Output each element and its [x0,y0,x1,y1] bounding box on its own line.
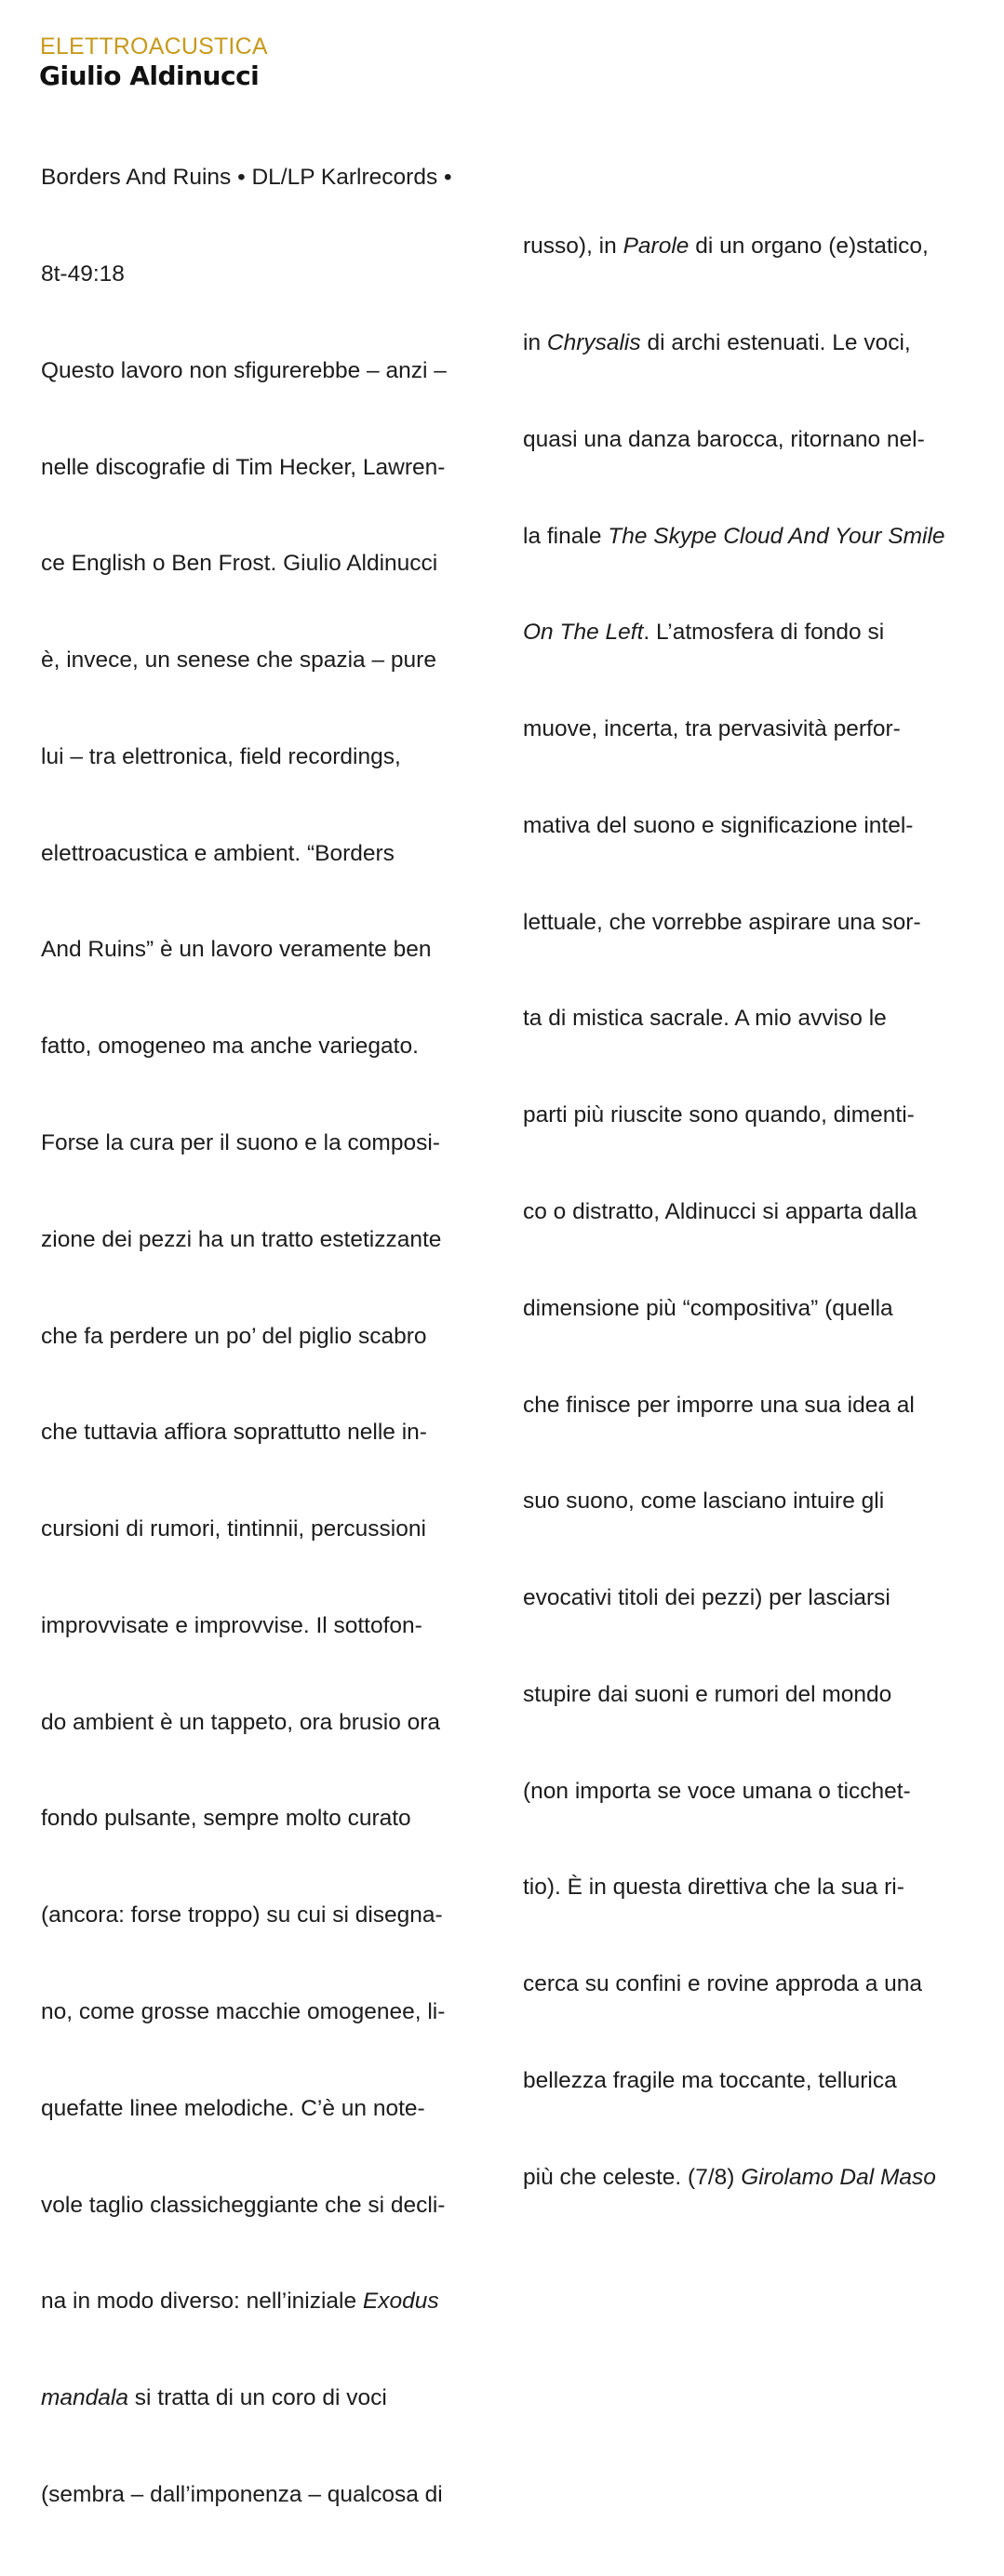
body-line [41,2382,452,2415]
body-line: vole taglio classicheggiante che si decli- [41,2192,446,2218]
body-line: lettuale, che vorrebbe aspirare una sor- [523,909,921,935]
body-line: improvvisate e improvvise. Il sottofon- [41,1612,422,1638]
body-line [523,617,945,649]
body-line: Forse la cura per il suono e la composi- [41,1130,440,1155]
body-line: fatto, omogeneo ma anche variegato. [41,1034,419,1060]
body-line: elettroacustica e ambient. “Borders [41,840,395,866]
body-line: che finisce per imporre una sua idea al [523,1392,915,1418]
body-line: dimensione più “compositiva” (quella [523,1295,893,1321]
body-line: suo suono, come lasciano intuire gli [523,1488,885,1515]
left-column [41,98,452,2576]
body-line: bellezza fragile ma toccante, tellurica [523,2068,897,2094]
body-line: quasi una danza barocca, ritornano nel- [523,426,925,452]
body-line: (non importa se voce umana o ticchet- [523,1778,911,1804]
right-column [523,167,945,2259]
track-title: The Skype Cloud And Your Smile [608,523,945,549]
body-line: parti più riuscite sono quando, dimenti- [523,1102,915,1128]
body-text: russo), in [523,234,623,260]
body-text: la finale [523,523,609,549]
body-line [523,521,945,554]
body-line: (sembra – dall’imponenza – qualcosa di [41,2481,443,2507]
body-line: quefatte linee melodiche. C’è un note- [41,2095,425,2121]
body-line [41,2286,452,2318]
body-line: cerca su confini e rovine approda a una [523,1971,923,1997]
body-text: . L’atmosfera di fondo si [643,620,885,646]
artist-name: Giulio Aldinucci [39,60,260,91]
body-line: evocativi titoli dei pezzi) per lasciarsi [523,1585,890,1611]
body-line: Questo lavoro non sfigurerebbe – anzi – [41,357,447,383]
body-line: lui – tra elettronica, field recordings, [41,743,401,769]
body-line: cursioni di rumori, tintinnii, percussioni [41,1516,426,1542]
body-line: che tuttavia affiora soprattutto nelle in- [41,1420,427,1446]
body-text: si tratta di un coro di voci [127,2385,387,2411]
body-line: zione dei pezzi ha un tratto estetizzante [41,1226,442,1252]
body-line: stupire dai suoni e rumori del mondo [523,1681,892,1707]
body-line: ta di mistica sacrale. A mio avviso le [523,1006,887,1032]
release-duration: 8t-49:18 [41,260,125,287]
body-line: do ambient è un tappeto, ora brusio ora [41,1709,441,1735]
author-name: Girolamo Dal Maso [741,2164,936,2190]
body-line: ce English o Ben Frost. Giulio Aldinucci [41,551,438,577]
body-text: in [523,329,547,355]
body-line: co o distratto, Aldinucci si apparta dalla [523,1199,917,1224]
body-line: che fa perdere un po’ del piglio scabro [41,1323,427,1349]
track-title: mandala [41,2385,128,2411]
track-title: On The Left [523,620,644,646]
body-line [523,231,945,263]
body-line: tio). È in questa direttiva che la sua ri- [523,1875,904,1901]
body-text: di archi estenuati. Le voci, [640,329,911,355]
release-info: Borders And Ruins • DL/LP Karlrecords • [41,165,452,191]
body-line [523,327,945,360]
body-text: na in modo diverso: nell’iniziale [41,2289,363,2315]
track-title: Chrysalis [546,329,641,355]
body-line: fondo pulsante, sempre molto curato [41,1806,411,1832]
body-line: mativa del suono e significazione intel- [523,812,914,838]
body-text: più che celeste. (7/8) [523,2164,742,2190]
genre-label: ELETTROACUSTICA [40,33,268,60]
track-title: Parole [622,234,689,260]
track-title: Exodus [362,2289,439,2315]
body-line: muove, incerta, tra pervasività perfor- [523,716,901,742]
body-text: di un organo (e)statico, [689,234,929,260]
body-line: (ancora: forse troppo) su cui si disegna- [41,1902,443,1929]
body-line: nelle discografie di Tim Hecker, Lawren- [41,454,446,480]
body-line [523,2162,945,2195]
body-line: è, invece, un senese che spazia – pure [41,647,436,674]
body-line: And Ruins” è un lavoro veramente ben [41,937,432,963]
body-line: no, come grosse macchie omogenee, li- [41,1999,446,2025]
